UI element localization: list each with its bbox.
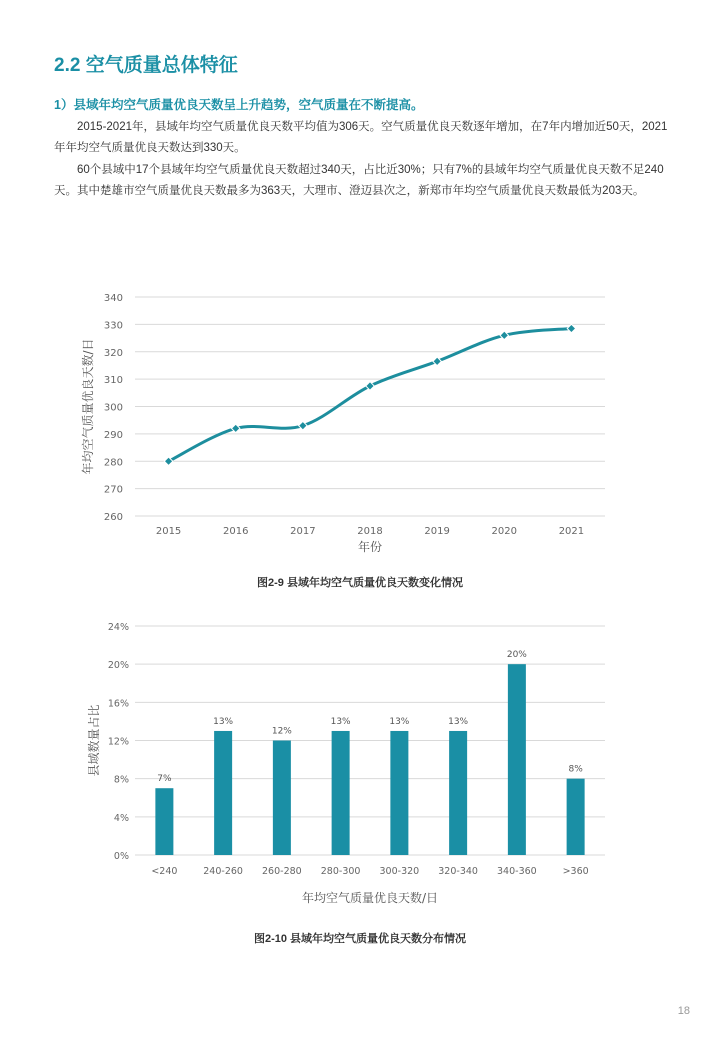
bar xyxy=(449,731,467,855)
y-tick-label: 320 xyxy=(103,347,123,359)
x-tick-label: 240-260 xyxy=(203,866,243,877)
x-tick-label: 320-340 xyxy=(438,866,478,877)
data-point xyxy=(231,424,239,432)
y-axis-label: 县域数量占比 xyxy=(87,704,101,777)
data-label: 12% xyxy=(271,726,292,737)
data-label: 13% xyxy=(448,716,469,727)
x-tick-label: 2019 xyxy=(424,526,450,537)
y-tick-label: 20% xyxy=(107,660,129,672)
y-tick-label: 260 xyxy=(103,512,123,523)
y-tick-label: 0% xyxy=(113,851,129,862)
bar xyxy=(508,664,526,855)
x-axis-label: 年份 xyxy=(357,540,383,554)
data-point xyxy=(433,357,441,365)
paragraph-1: 2015-2021年，县域年均空气质量优良天数平均值为306天。空气质量优良天数逐年增加，在7年内增加近50天，2021年年均空气质量优良天数达到330天。 xyxy=(54,121,668,154)
bar xyxy=(567,779,585,855)
data-label: 13% xyxy=(213,716,234,727)
bar xyxy=(273,741,291,856)
x-tick-label: 2016 xyxy=(222,526,249,537)
section-title: 2.2 空气质量总体特征 xyxy=(54,55,238,76)
x-tick-label: >360 xyxy=(562,866,589,877)
paragraph-2: 60个县域中17个县域年均空气质量优良天数超过340天，占比近30%；只有7%的县域年均空气质量优良天数不足240天。其中楚雄市空气质量优良天数最多为363天，大理市、澄迈县次之，新郑市年均空气质量优良天数最低为203天。 xyxy=(54,164,664,197)
data-point xyxy=(500,331,508,339)
data-point xyxy=(299,421,307,429)
y-tick-label: 290 xyxy=(103,429,123,441)
x-tick-label: 2017 xyxy=(290,526,316,537)
data-label: 7% xyxy=(157,774,172,785)
y-tick-label: 4% xyxy=(113,812,129,824)
data-label: 8% xyxy=(568,764,583,775)
x-tick-label: 300-320 xyxy=(379,866,420,877)
y-tick-label: 8% xyxy=(113,774,129,786)
data-point xyxy=(567,324,575,332)
y-tick-label: 12% xyxy=(107,736,129,748)
x-tick-label: 260-280 xyxy=(262,866,302,877)
y-tick-label: 270 xyxy=(103,484,123,496)
data-label: 13% xyxy=(389,716,410,727)
bar xyxy=(155,788,173,855)
y-tick-label: 280 xyxy=(103,457,123,469)
bar xyxy=(332,731,350,855)
sub-heading: 1）县域年均空气质量优良天数呈上升趋势，空气质量在不断提高。 xyxy=(54,98,424,112)
x-tick-label: <240 xyxy=(151,866,178,877)
x-tick-label: 2018 xyxy=(357,526,383,537)
x-tick-label: 280-300 xyxy=(320,866,361,877)
y-tick-label: 340 xyxy=(103,293,123,304)
x-tick-label: 2021 xyxy=(558,526,585,537)
bar xyxy=(214,731,232,855)
x-axis-label: 年均空气质量优良天数/日 xyxy=(301,891,439,905)
figure-2-9-caption: 图2-9 县域年均空气质量优良天数变化情况 xyxy=(257,577,463,589)
data-label: 13% xyxy=(330,716,351,727)
page-number: 18 xyxy=(677,1005,690,1017)
bar-chart-good-days-distribution xyxy=(70,610,630,910)
x-tick-label: 340-360 xyxy=(497,866,537,877)
x-tick-label: 2015 xyxy=(155,526,182,537)
bar xyxy=(390,731,408,855)
y-tick-label: 24% xyxy=(107,622,129,633)
line-chart-good-days-trend xyxy=(70,280,630,560)
series-line xyxy=(169,328,572,461)
data-label: 20% xyxy=(506,650,527,661)
y-tick-label: 330 xyxy=(103,320,123,332)
y-tick-label: 310 xyxy=(103,375,123,387)
x-tick-label: 2020 xyxy=(491,526,518,537)
y-tick-label: 16% xyxy=(107,698,129,710)
y-axis-label: 年均空气质量优良天数/日 xyxy=(81,338,95,475)
y-tick-label: 300 xyxy=(103,402,123,414)
figure-2-10-caption: 图2-10 县域年均空气质量优良天数分布情况 xyxy=(253,933,467,945)
